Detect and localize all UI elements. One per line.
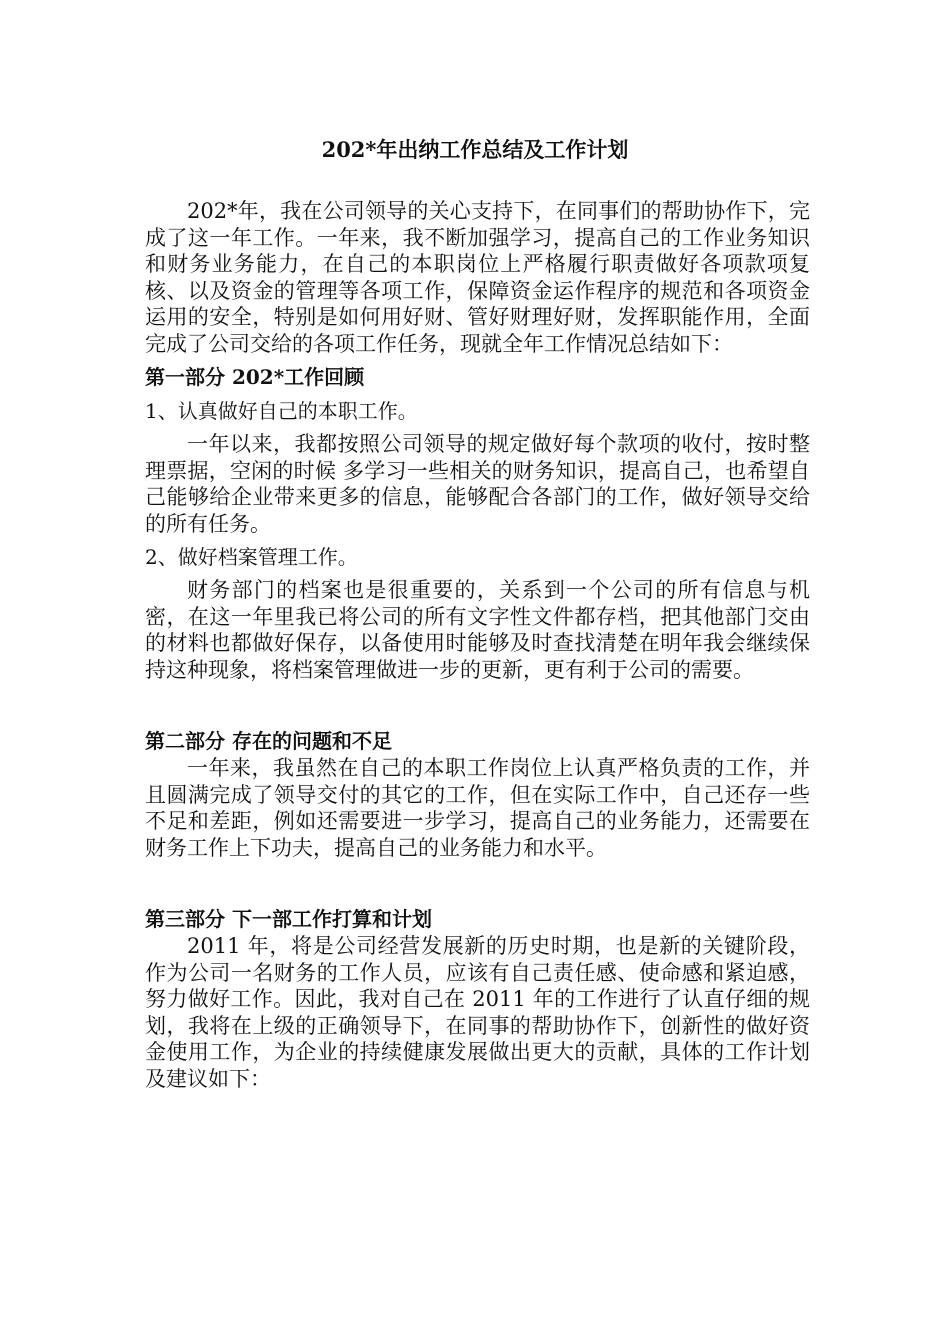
- document-title: 202*年出纳工作总结及工作计划: [321, 137, 629, 162]
- document-body: [145, 198, 810, 1092]
- part1-item1: 1、认真做好自己的本职工作。: [145, 399, 418, 423]
- intro-paragraph: 202*年，我在公司领导的关心支持下，在同事们的帮助协作下，完成了这一年工作。一年来，我不断加强学习，提高自己的工作业务知识和财务业务能力，在自己的本职岗位上严格履行职责做好各项款项复核、以及资金的管理等各项工作，保障资金运作程序的规范和各项资金运用的安全，特别是如何用好财、管好财理好财，发挥职能作用，全面完成了公司交给的各项工作任务，现就全年工作情况总结如下：: [145, 199, 810, 356]
- part1-paragraph2: 财务部门的档案也是很重要的，关系到一个公司的所有信息与机密，在这一年里我已将公司的所有文字性文件都存档，把其他部门交由的材料也都做好保存，以备使用时能够及时查找清楚在明年我会继续保持这种现象，将档案管理做进一步的更新，更有利于公司的需要。: [145, 578, 810, 682]
- part2-heading: 第二部分 存在的问题和不足: [145, 729, 392, 753]
- part3-paragraph: 2011 年，将是公司经营发展新的历史时期，也是新的关键阶段，作为公司一名财务的工作人员，应该有自己责任感、使命感和紧迫感，努力做好工作。因此，我对自己在 2011 年的工作进行了认直仔细的规划，我将在上级的正确领导下，在同事的帮助协作下，创新性的做好资金使用工作，为企业的持续健康发展做出更大的贡献，具体的工作计划及建议如下：: [145, 934, 810, 1091]
- part3-heading: 第三部分 下一部工作打算和计划: [145, 907, 432, 931]
- part2-paragraph: 一年来，我虽然在自己的本职工作岗位上认真严格负责的工作，并且圆满完成了领导交付的其它的工作，但在实际工作中，自己还存一些不足和差距，例如还需要进一步学习，提高自己的业务能力，还需要在财务工作上下功夫，提高自己的业务能力和水平。: [145, 756, 810, 860]
- part1-paragraph1: 一年以来，我都按照公司领导的规定做好每个款项的收付，按时整理票据，空闲的时候 多学习一些相关的财务知识，提高自己，也希望自己能够给企业带来更多的信息，能够配合各部门的工作，做好领导交给的所有任务。: [145, 432, 810, 536]
- part1-item2: 2、做好档案管理工作。: [145, 545, 358, 569]
- part1-heading: 第一部分 202*工作回顾: [145, 365, 365, 389]
